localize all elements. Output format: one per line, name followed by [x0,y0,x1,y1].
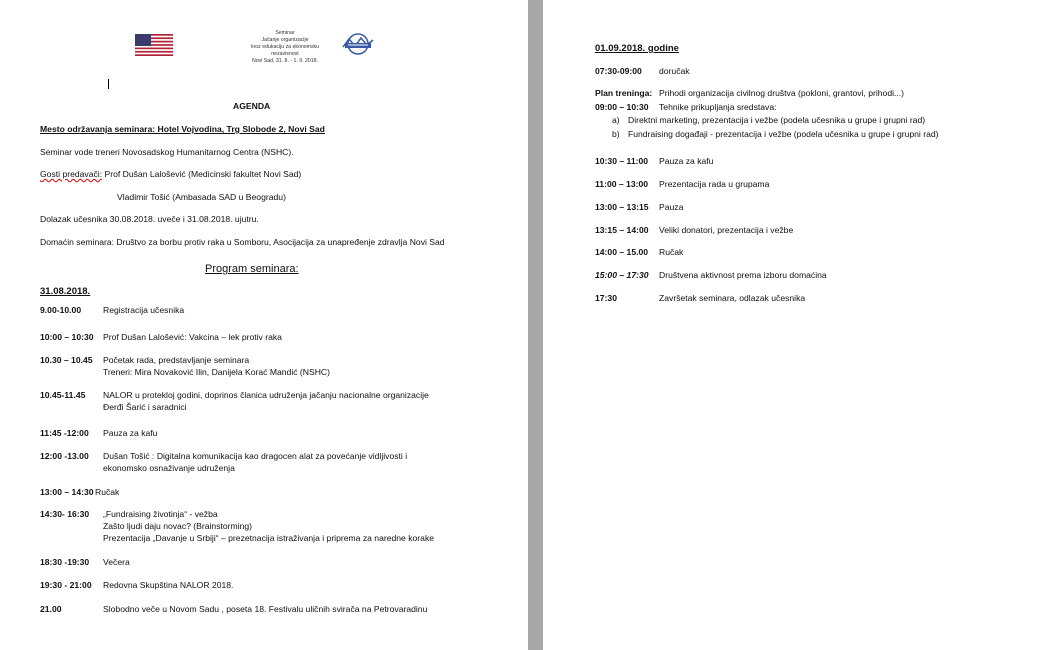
sub-b-text: Fundraising događaji - prezentacija i vežbe (podela učesnika u grupe i grupni rad) [628,129,939,139]
sub-a-marker: a) [612,115,620,125]
day2-time: 13:00 – 13:15 [595,202,649,212]
day2-time: 11:00 – 13:00 [595,179,649,189]
day1-activity: Registracija učesnika [103,305,185,315]
day1-time: 12:00 -13.00 [40,451,89,461]
day1-activity: Prof Dušan Lalošević: Vakcina – lek protiv raka [103,332,282,342]
day1-time: 10.30 – 10.45 [40,355,93,365]
day2-activity: Završetak seminara, odlazak učesnika [659,293,806,303]
sub-a-text: Direktni marketing, prezentacija i vežbe (podela učesnika u grupe i grupni rad) [628,115,926,125]
day1-activity: „Fundraising životinja“ - vežba [103,509,218,519]
day2-time: 13:15 – 14:00 [595,225,649,235]
trainers-line: Seminar vode treneri Novosadskog Humanitarnog Centra (NSHC). [40,147,294,157]
host-line: Domaćin seminara: Društvo za borbu protiv raka u Somboru, Asocijacija za unapređenje zdravlja Novi Sad [40,237,445,247]
page-separator [528,0,543,650]
day1-activity: Dušan Tošić : Digitalna komunikacija kao dragocen alat za povećanje vidljivosti i [103,451,408,461]
day2-activity: Pauza za kafu [659,156,714,166]
day1-time: 18:30 -19:30 [40,557,90,567]
breakfast-time: 07:30-09:00 [595,66,642,76]
day1-time: 21.00 [40,604,62,614]
day1-activity: Đerđi Šarić i saradnici [103,402,187,412]
day1-time: 10:00 – 10:30 [40,332,94,342]
day2-time: 14:00 – 15.00 [595,247,649,257]
sub-b-marker: b) [612,129,620,139]
day2-time: 17:30 [595,293,617,303]
day1-activity: NALOR u protekloj godini, doprinos članica udruženja jačanju nacionalne organizacije [103,390,429,400]
day1-time: 10.45-11.45 [40,390,86,400]
day1-activity: Početak rada, predstavljanje seminara [103,355,250,365]
day1-activity: Slobodno veče u Novom Sadu , poseta 18. Festivalu uličnih svirača na Petrovaradinu [103,604,428,614]
program-title: Program seminara: [205,263,299,275]
guest-2: Vladimir Tošić (Ambasada SAD u Beogradu) [117,192,286,202]
day1-activity: Ručak [95,487,120,497]
header-line1: Seminar [275,30,295,36]
day1-time: 19:30 - 21:00 [40,580,92,590]
day1-time: 9.00-10.00 [40,305,82,315]
day1-activity: Treneri: Mira Novaković Ilin, Danijela Korać Mandić (NSHC) [103,367,331,377]
plan-text: Prihodi organizacija civilnog društva (pokloni, grantovi, prihodi...) [659,88,905,98]
day1-time: 13:00 – 14:30 [40,487,94,497]
day2-time: 15:00 – 17:30 [595,270,649,280]
day2-activity: Prezentacija rada u grupama [659,179,770,189]
day1-activity: Zašto ljudi daju novac? (Brainstorming) [103,521,253,531]
nalor-logo [339,33,377,55]
day1-activity: Redovna Skupština NALOR 2018. [103,580,234,590]
breakfast-text: doručak [659,66,690,76]
day2-activity: Društvena aktivnost prema izboru domaćina [659,270,827,280]
day1-time: 14:30- 16:30 [40,509,90,519]
header-line3: kroz edukaciju za ekonomsku nezavisnost [250,44,320,57]
day1-activity: Pauza za kafu [103,428,158,438]
us-flag-logo [135,34,173,56]
arrival-line: Dolazak učesnika 30.08.2018. uveče i 31.08.2018. ujutru. [40,214,259,224]
fundraising-techniques: Tehnike prikupljanja sredstava: [659,102,777,112]
day1-activity: ekonomsko osnaživanje udruženja [103,463,235,473]
day2-activity: Ručak [659,247,684,257]
day2-date: 01.09.2018. godine [595,43,679,54]
plan-label: Plan treninga: [595,88,653,98]
seminar-header [240,30,330,65]
guest-1: Prof Dušan Lalošević (Medicinski fakultet Novi Sad) [104,169,302,179]
day2-activity: Veliki donatori, prezentacija i vežbe [659,225,794,235]
time-0900: 09:00 – 10:30 [595,102,649,112]
day2-activity: Pauza [659,202,684,212]
day1-activity: Večera [103,557,130,567]
day1-date: 31.08.2018. [40,286,91,297]
agenda-title: AGENDA [233,101,271,111]
day2-time: 10:30 – 11:00 [595,156,649,166]
venue-line: Mesto održavanja seminara: Hotel Vojvodina, Trg Slobode 2, Novi Sad [40,124,325,134]
guests-line [40,169,301,180]
header-line4: Novi Sad, 31. 8. - 1. 9. 2018. [251,58,319,64]
guests-label: Gosti predavači: [40,169,103,179]
day1-activity: Prezentacija „Davanje u Srbiji“ – prezetnacija istraživanja i priprema za naredne korake [103,533,435,543]
day1-time: 11:45 -12:00 [40,428,89,438]
header-line2: Jačanje organizacije [261,37,309,43]
text-cursor [108,79,109,89]
